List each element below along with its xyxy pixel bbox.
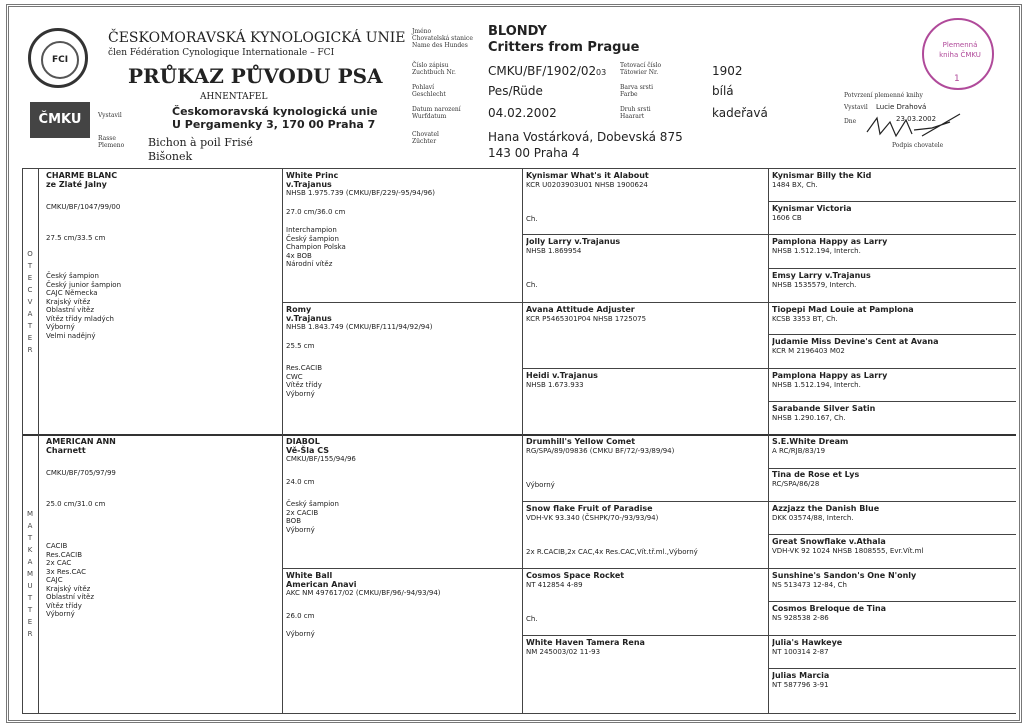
gen3-note: Ch.	[526, 615, 538, 623]
breeder-label: Chovatel Züchter	[412, 131, 439, 145]
gen4-cell	[772, 272, 1012, 300]
gen4-name: Cosmos Breloque de Tina	[772, 605, 887, 613]
gen4-reg: 1484 BX, Ch.	[772, 180, 818, 189]
gen2-size: 25.5 cm	[286, 341, 315, 350]
gen2-cell	[286, 306, 518, 432]
gen3-name: Snow flake Fruit of Paradise	[526, 505, 653, 513]
gen2-reg: NHSB 1.843.749 (CMKU/BF/111/94/92/94)	[286, 323, 433, 331]
gen2-title: Vítěz třídy	[286, 381, 322, 389]
stamp-text: Plemenná kniha ČMKU	[939, 41, 981, 59]
gen2-size: 26.0 cm	[286, 611, 315, 620]
dam-title: CACIB	[46, 542, 68, 550]
gen2-title: Res.CACIB	[286, 364, 323, 372]
gen3-reg: RG/SPA/89/09836 (CMKU BF/72/-93/89/94)	[526, 446, 675, 455]
breed-line1: Bichon à poil Frisé	[148, 136, 253, 149]
gen2-size: 24.0 cm	[286, 477, 315, 486]
gen4-reg: NHSB 1.512.194, Interch.	[772, 380, 861, 389]
dam-name-kennel: Charnett	[46, 445, 86, 455]
gen2-name-kennel: v.Trajanus	[286, 313, 332, 323]
gen3-cell	[526, 372, 764, 432]
dam-cell	[46, 438, 278, 710]
gen2-size: 27.0 cm/36.0 cm	[286, 207, 346, 216]
gen4-reg: NS 513473 12-84, Ch	[772, 580, 847, 589]
dam-reg: CMKU/BF/705/97/99	[46, 469, 116, 477]
breed-line2: Bišonek	[148, 150, 193, 163]
gen2-reg: AKC NM 497617/02 (CMKU/BF/96/-94/93/94)	[286, 589, 441, 597]
dam-title: 2x CAC	[46, 559, 72, 567]
gen4-reg: KCR M 2196403 M02	[772, 346, 845, 355]
gen3-reg: KCR P5465301P04 NHSB 1725075	[526, 314, 647, 323]
gen2-name: Romy	[286, 306, 312, 314]
color-label: Barva srsti Farbe	[620, 84, 654, 98]
gen2-title: Interchampion	[286, 226, 337, 234]
gen2-title: BOB	[286, 517, 301, 525]
gen3-cell	[526, 438, 764, 498]
gen4-reg: NHSB 1535579, Interch.	[772, 280, 857, 289]
sire-title: Český šampion	[46, 272, 99, 280]
confirm-date-label: Dne	[844, 118, 857, 125]
gen3-reg: NHSB 1.869954	[526, 246, 582, 255]
sire-name-kennel: ze Zlaté Jalny	[46, 179, 107, 189]
sire-title: Velmi nadějný	[46, 331, 96, 340]
sire-title: Oblastní vítěz	[46, 306, 94, 314]
breed-label: Rasse Plemeno	[98, 135, 125, 149]
dam-title: Oblastní vítěz	[46, 593, 94, 601]
regno-value: CMKU/BF/1902/02	[488, 64, 597, 78]
gen3-name: Drumhill's Yellow Comet	[526, 438, 636, 446]
dam-title: Výborný	[46, 610, 75, 618]
father-side-label: O T E C V A T E R	[27, 250, 33, 354]
gen3-cell	[526, 639, 764, 709]
gen3-reg: NT 412854 4-89	[526, 580, 583, 589]
dam-title: Krajský vítěz	[46, 584, 91, 593]
coat-label: Druh srsti Haarart	[620, 106, 651, 120]
gen4-name: Sunshine's Sandon's One N'only	[772, 572, 917, 580]
gen2-title: Výborný	[286, 630, 315, 638]
gen4-cell	[772, 538, 1012, 566]
gen3-cell	[526, 238, 764, 298]
dog-name: BLONDY	[488, 24, 547, 39]
gen4-name: Pamplona Happy as Larry	[772, 238, 888, 246]
gen2-reg: CMKU/BF/155/94/96	[286, 455, 356, 463]
fci-logo-text: FCI	[41, 41, 79, 79]
gen4-reg: RC/SPA/86/28	[772, 479, 820, 488]
gen2-title: Národní vítěz	[286, 260, 333, 268]
confirm-title: Potvrzení plemenné knihy	[844, 92, 923, 99]
gen2-title: 2x CACIB	[286, 508, 319, 517]
signature-label: Podpis chovatele	[892, 142, 944, 149]
gen3-note: Ch.	[526, 281, 538, 289]
dam-size: 25.0 cm/31.0 cm	[46, 499, 106, 508]
sex-label: Pohlaví Geschlecht	[412, 84, 446, 98]
doc-subtitle: AHNENTAFEL	[200, 92, 268, 102]
sire-titles	[46, 272, 278, 340]
breeder-line2: 143 00 Praha 4	[488, 146, 580, 160]
breeder-line1: Hana Vostárková, Dobevská 875	[488, 130, 683, 144]
gen4-cell	[772, 438, 1012, 466]
gen4-reg: NHSB 1.290.167, Ch.	[772, 413, 846, 422]
gen4-name: Azzjazz the Danish Blue	[772, 505, 880, 513]
gen3-name: Kynismar What's it Alabout	[526, 172, 649, 180]
gen2-title: CWC	[286, 372, 303, 381]
issuer-name: Českomoravská kynologická unie	[172, 105, 378, 118]
gen2-title: Champion Polska	[286, 243, 346, 251]
sire-cell	[46, 172, 278, 430]
sire-title: Krajský vítěz	[46, 297, 91, 306]
gen4-reg: KCSB 3353 BT, Ch.	[772, 314, 838, 323]
gen4-reg: VDH-VK 92 1024 NHSB 1808555, Evr.Vít.ml	[772, 546, 924, 555]
gen4-reg: NT 100314 2-87	[772, 647, 829, 656]
gen4-cell	[772, 505, 1012, 533]
gen4-cell	[772, 572, 1012, 600]
dam-title: CAJC	[46, 576, 63, 584]
gen2-cell	[286, 572, 518, 710]
gen4-cell	[772, 405, 1012, 433]
doc-title: PRŮKAZ PŮVODU PSA	[128, 64, 383, 88]
stud-book-stamp	[922, 18, 994, 90]
gen2-name-kennel: American Anavi	[286, 579, 357, 589]
confirm-issued-label: Vystavil	[844, 104, 868, 111]
dam-name: AMERICAN ANN	[46, 438, 116, 446]
gen4-cell	[772, 672, 1012, 700]
gen2-reg: NHSB 1.975.739 (CMKU/BF/229/-95/94/96)	[286, 189, 435, 197]
gen4-name: Julia's Hawkeye	[772, 639, 843, 647]
gen3-cell	[526, 306, 764, 366]
issuer-label: Vystavil	[98, 112, 122, 119]
gen3-reg: KCR U0203903U01 NHSB 1900624	[526, 180, 648, 189]
gen3-name: Heidi v.Trajanus	[526, 372, 598, 380]
gen4-cell	[772, 338, 1012, 366]
confirm-date-value: 23.03.2002	[896, 115, 937, 123]
gen4-cell	[772, 471, 1012, 499]
tattoo-label: Tetovací číslo Tätowier Nr.	[620, 62, 662, 76]
gen4-cell	[772, 605, 1012, 633]
gen4-cell	[772, 306, 1012, 334]
gen4-name: Sarabande Silver Satin	[772, 405, 876, 413]
gen3-name: Avana Attitude Adjuster	[526, 306, 635, 314]
gen3-note: Výborný	[526, 481, 555, 489]
gen4-name: Kynismar Victoria	[772, 205, 852, 213]
org-name: ČESKOMORAVSKÁ KYNOLOGICKÁ UNIE	[108, 30, 406, 46]
gen3-cell	[526, 505, 764, 565]
gen2-title: Český šampion	[286, 500, 339, 508]
gen3-cell	[526, 572, 764, 632]
name-label: Jméno Chovatelská stanice Name des Hundes	[412, 28, 473, 49]
gen4-cell	[772, 205, 1012, 233]
gen4-cell	[772, 372, 1012, 400]
color-value: bílá	[712, 84, 734, 98]
mother-side-label: M A T K A M U T T E R	[26, 510, 34, 638]
org-member: člen Fédération Cynologique Internationale – FCI	[108, 48, 335, 58]
gen3-note: 2x R.CACIB,2x CAC,4x Res.CAC,Vít.tř.ml.,Výborný	[526, 548, 698, 556]
gen4-cell	[772, 639, 1012, 667]
gen2-cell	[286, 438, 518, 566]
regno-label: Číslo zápisu Zuchtbuch Nr.	[412, 62, 456, 76]
tattoo-value: 1902	[712, 64, 743, 78]
gen3-reg: VDH-VK 93.340 (ČSHPK/70-/93/93/94)	[526, 513, 659, 522]
gen4-reg: DKK 03574/88, Interch.	[772, 513, 854, 522]
sire-title: Výborný	[46, 323, 75, 331]
gen3-reg: NHSB 1.673.933	[526, 380, 584, 389]
gen4-name: Pamplona Happy as Larry	[772, 372, 888, 380]
gen4-cell	[772, 238, 1012, 266]
sex-value: Pes/Rüde	[488, 84, 543, 98]
gen4-name: Julias Marcia	[772, 672, 830, 680]
dam-title: Res.CACIB	[46, 550, 83, 559]
gen3-note: Ch.	[526, 215, 538, 223]
sire-title: Český junior šampion	[46, 280, 122, 289]
sire-size: 27.5 cm/33.5 cm	[46, 233, 106, 242]
sire-name: CHARME BLANC	[46, 172, 118, 180]
gen3-name: Cosmos Space Rocket	[526, 572, 625, 580]
breeder-signature	[862, 112, 962, 142]
gen2-title: 4x BOB	[286, 251, 312, 260]
gen4-reg: A RC/RJB/83/19	[772, 446, 826, 455]
gen4-reg: NT 587796 3-91	[772, 680, 829, 689]
gen2-title: Český šampion	[286, 234, 339, 243]
dob-value: 04.02.2002	[488, 106, 557, 120]
dam-title: 3x Res.CAC	[46, 567, 86, 576]
gen2-title: Výborný	[286, 525, 315, 534]
fci-logo	[28, 28, 88, 88]
dob-label: Datum narození Wurfdatum	[412, 106, 461, 120]
dam-titles	[46, 542, 278, 619]
gen2-name: White Ball	[286, 572, 333, 580]
gen3-reg: NM 245003/02 11-93	[526, 647, 601, 656]
dam-title: Vítěz třídy	[46, 601, 82, 610]
gen4-reg: 1606 CB	[772, 213, 802, 222]
gen2-title: Výborný	[286, 389, 315, 398]
issuer-address: U Pergamenky 3, 170 00 Praha 7	[172, 118, 376, 131]
sire-title: Vítěz třídy mladých	[46, 314, 114, 323]
gen3-cell	[526, 172, 764, 232]
gen4-name: Tina de Rose et Lys	[772, 471, 860, 479]
stamp-number: 1	[954, 74, 960, 84]
gen4-name: S.E.White Dream	[772, 438, 849, 446]
gen4-name: Great Snowflake v.Athala	[772, 538, 886, 546]
gen2-cell	[286, 172, 518, 300]
gen4-cell	[772, 172, 1012, 200]
gen4-name: Kynismar Billy the Kid	[772, 172, 872, 180]
gen2-name: White Princ	[286, 172, 339, 180]
pedigree-grid	[22, 168, 1016, 714]
gen4-name: Judamie Miss Devine's Cent at Avana	[772, 338, 939, 346]
gen4-name: Tiopepi Mad Louie at Pamplona	[772, 306, 914, 314]
gen4-reg: NHSB 1.512.194, Interch.	[772, 246, 861, 255]
gen3-name: White Haven Tamera Rena	[526, 639, 645, 647]
gen4-reg: NS 928538 2-86	[772, 613, 829, 622]
regno-suffix: 03	[596, 68, 607, 77]
cmku-logo: ČMKU	[30, 102, 90, 138]
gen3-name: Jolly Larry v.Trajanus	[526, 238, 621, 246]
confirm-issued-value: Lucie Drahová	[876, 103, 927, 111]
gen4-name: Emsy Larry v.Trajanus	[772, 272, 871, 280]
gen2-name: DIABOL	[286, 438, 320, 446]
gen2-name-kennel: v.Trajanus	[286, 179, 332, 189]
kennel-name: Critters from Prague	[488, 40, 640, 55]
sire-title: CAJC Německa	[46, 289, 98, 297]
coat-value: kadeřavá	[712, 106, 768, 120]
gen2-name-kennel: Vě-Šla CS	[286, 445, 329, 455]
sire-reg: CMKU/BF/1047/99/00	[46, 203, 121, 211]
